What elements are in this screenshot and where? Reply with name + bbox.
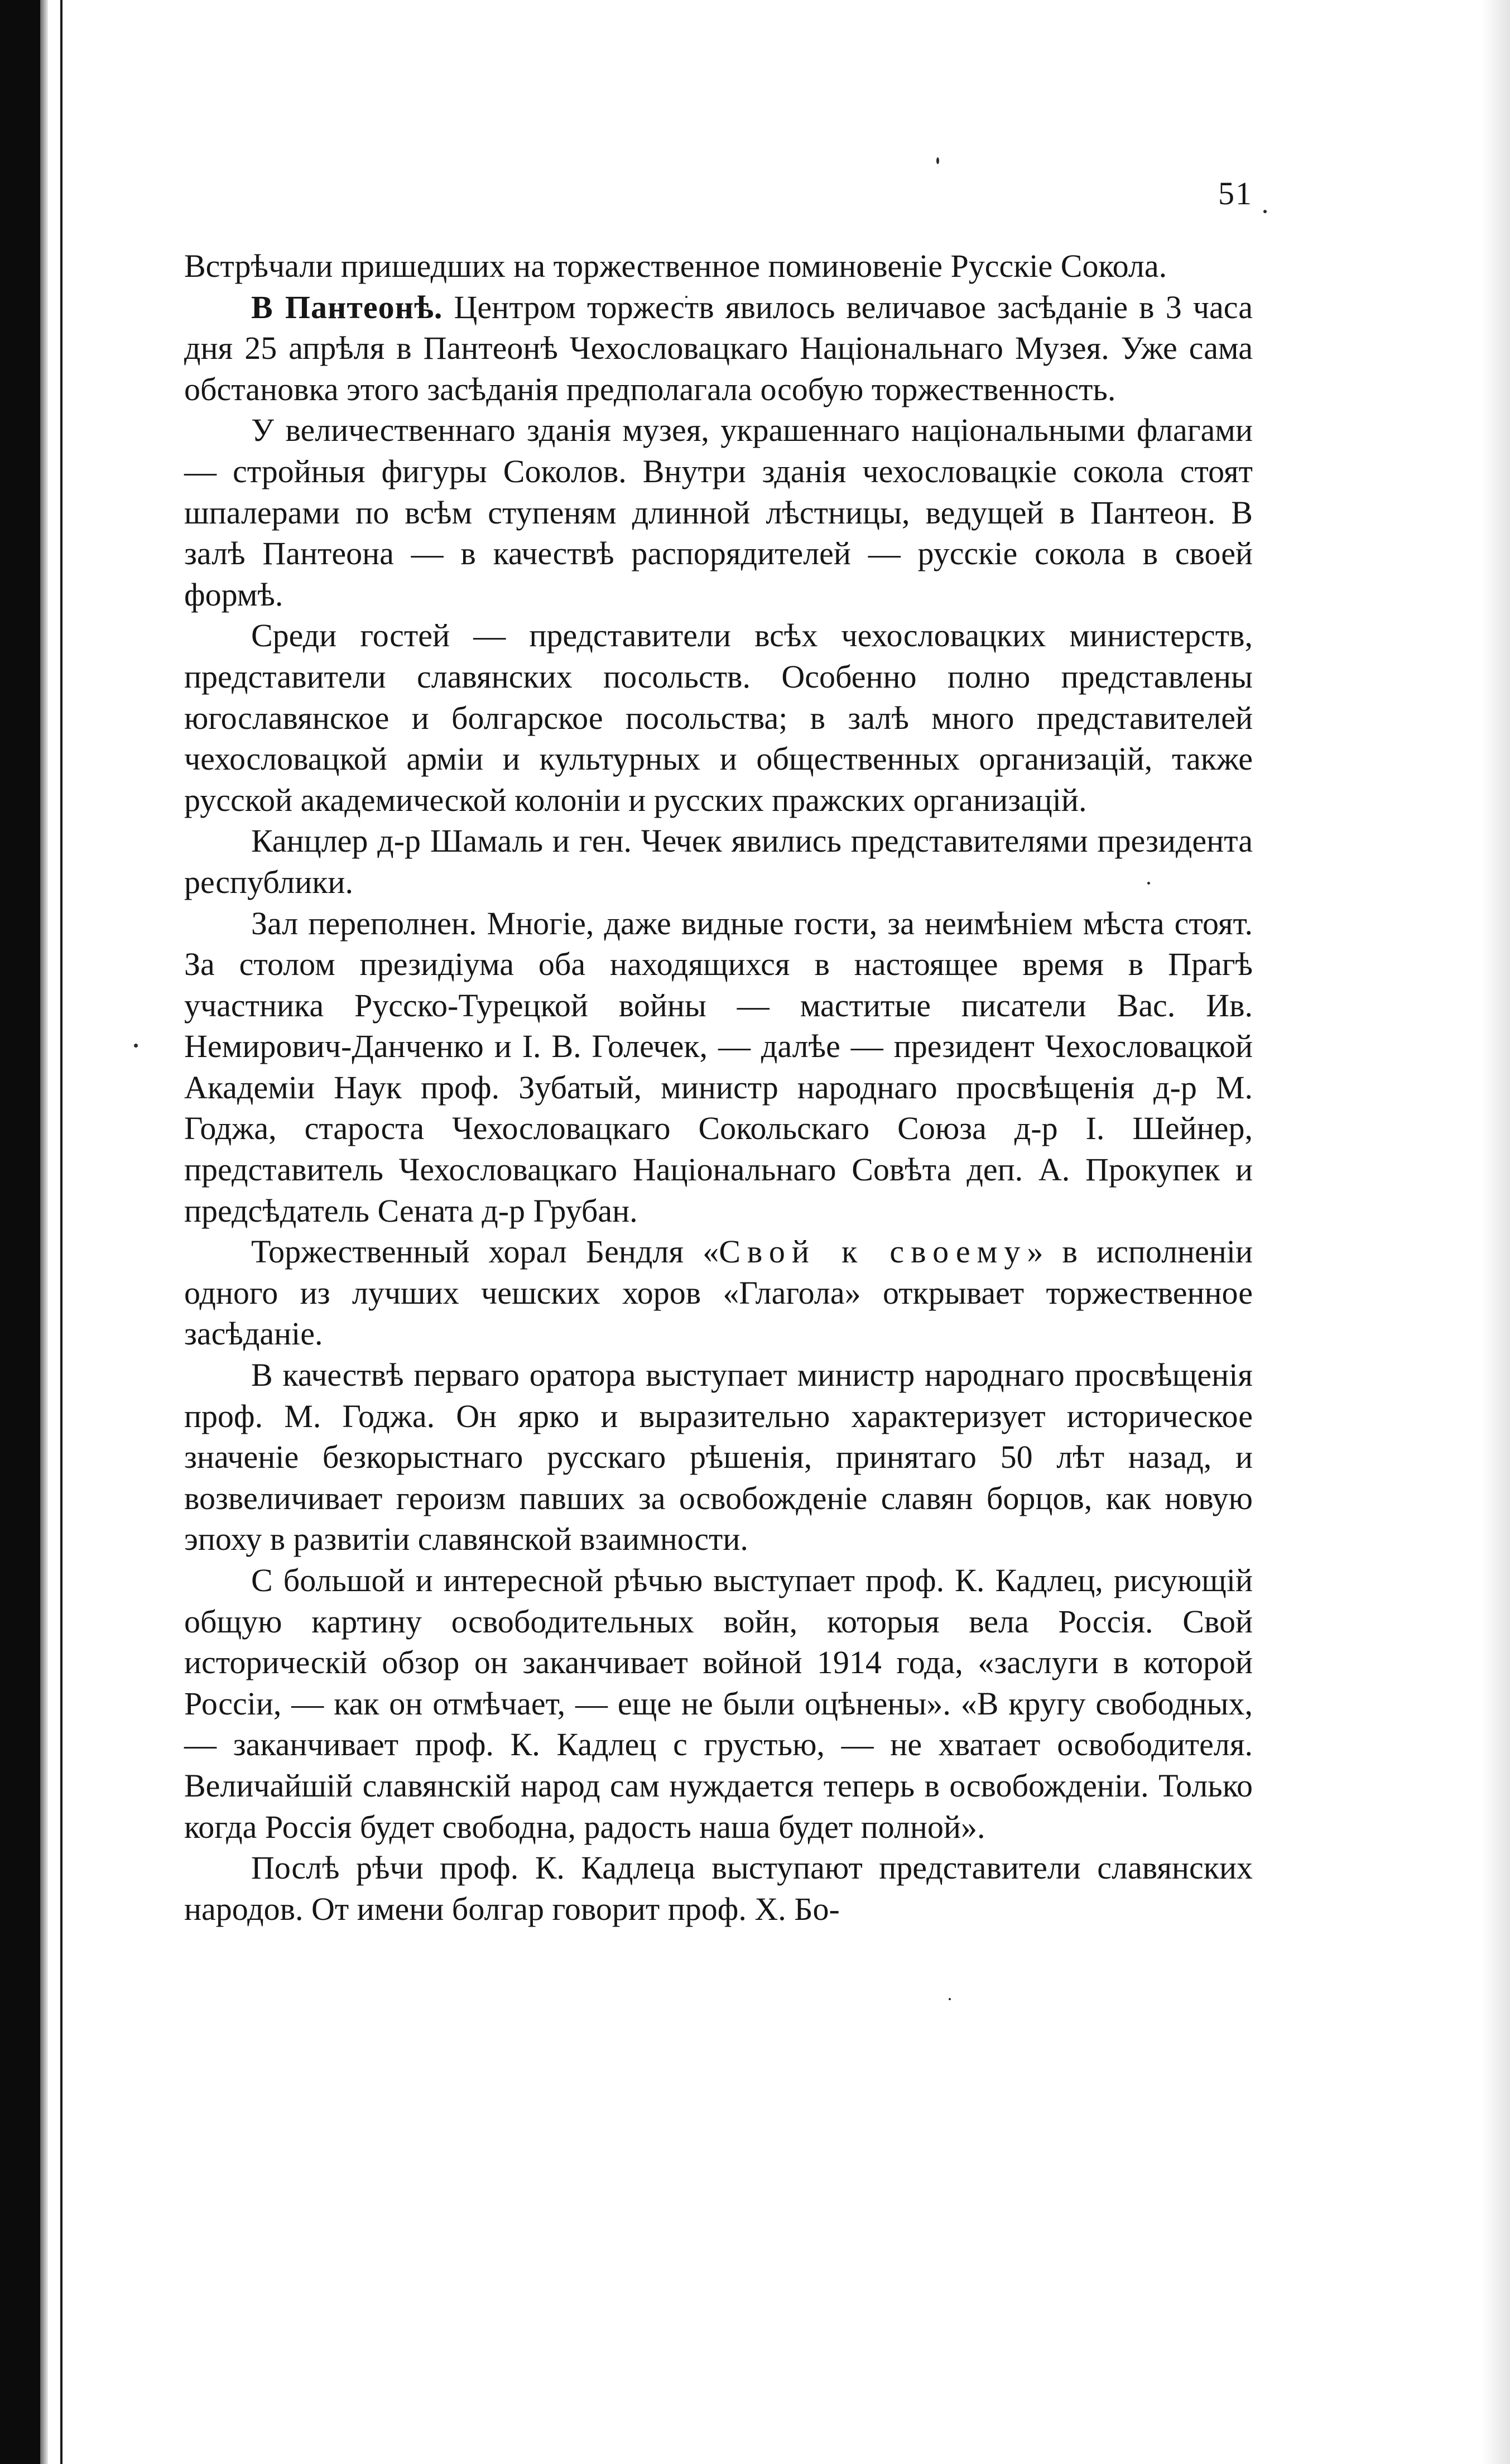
- page-number: 51: [1218, 175, 1253, 212]
- page-content: [184, 0, 1253, 2464]
- text-body: [184, 246, 1253, 1929]
- gutter-line: [60, 0, 62, 2464]
- paragraph-text: У величественнаго зданія музея, украшеннаго національными флагами — стройныя фигуры Соколов. Внутри зданія чехословацкіе сокола стоят шпалерами по всѣм ступеням длинной лѣстницы, ведущей в Пантеон. В залѣ Пантеона — в качествѣ распорядителей — русскіе сокола в своей формѣ.: [184, 412, 1253, 613]
- paragraph-text: » в исполненіи одного из лучших чешских хоров «Глагола» открывает торжественное засѣданіе.: [184, 1233, 1253, 1352]
- section-heading: В Пантеонѣ.: [251, 289, 443, 325]
- paragraph: [184, 287, 1253, 410]
- paragraph: [184, 1231, 1253, 1355]
- binding-gradient: [40, 0, 48, 2464]
- spaced-title: Свой к своему: [719, 1233, 1027, 1270]
- paragraph-text: Центром торжеств явилось величавое засѣданіе в 3 часа дня 25 апрѣля в Пантеонѣ Чехословацкаго Національнаго Музея. Уже сама обстановка этого засѣданія предполагала особую торжественность.: [184, 289, 1253, 407]
- paragraph-text: Послѣ рѣчи проф. К. Кадлеца выступают представители славянских народов. От имени болгар говорит проф. Х. Бо-: [184, 1850, 1253, 1927]
- paragraph: [184, 615, 1253, 820]
- paragraph-text: В качествѣ перваго оратора выступает министр народнаго просвѣщенія проф. М. Годжа. Он ярко и выразительно характеризует историческое значеніе безкорыстнаго русскаго рѣшенія, принятаго 50 лѣт назад, и возвеличивает героизм павших за освобожденіе славян борцов, как новую эпоху в развитіи славянской взаимности.: [184, 1357, 1253, 1558]
- paragraph-text: С большой и интересной рѣчью выступает проф. К. Кадлец, рисующій общую картину освободительных войн, которыя вела Россія. Свой историческій обзор он заканчивает войной 1914 года, «заслуги в которой Россіи, — как он отмѣчает, — еще не были оцѣнены». «В кругу свободных, — заканчивает проф. К. Кадлец с грустью, — не хватает освободителя. Величайшій славянскій народ сам нуждается теперь в освобожденіи. Только когда Россія будет свободна, радость наша будет полной».: [184, 1562, 1253, 1845]
- paragraph: [184, 1847, 1253, 1929]
- paragraph-text: Торжественный хорал Бендля «: [251, 1233, 719, 1270]
- speck: [1263, 210, 1267, 213]
- paragraph: [184, 1560, 1253, 1847]
- binding-shadow: [0, 0, 40, 2464]
- paragraph-text: Среди гостей — представители всѣх чехословацких министерств, представители славянских посольств. Особенно полно представлены югославянское и болгарское посольства; в залѣ много представителей чехословацкой арміи и культурных и общественных организацій, также русской академической колоніи и русских пражских организацій.: [184, 617, 1253, 818]
- paragraph-text: Зал переполнен. Многіе, даже видные гости, за неимѣніем мѣста стоят. За столом президіума оба находящихся в настоящее время в Прагѣ участника Русско-Турецкой войны — маститые писатели Вас. Ив. Немирович-Данченко и І. В. Голечек, — далѣе — президент Чехословацкой Академіи Наук проф. Зубатый, министр народнаго просвѣщенія д-р М. Годжа, староста Чехословацкаго Сокольскаго Союза д-р І. Шейнер, представитель Чехословацкаго Національнаго Совѣта деп. А. Прокупек и предсѣдатель Сената д-р Грубан.: [184, 905, 1253, 1229]
- paragraph: [184, 410, 1253, 615]
- paragraph: [184, 820, 1253, 902]
- paragraph: [184, 903, 1253, 1232]
- paragraph: [184, 1355, 1253, 1560]
- paragraph: [184, 246, 1253, 287]
- paragraph-text: Встрѣчали пришедших на торжественное поминовеніе Русскіе Сокола.: [184, 248, 1167, 284]
- paragraph-text: Канцлер д-р Шамаль и ген. Чечек явились представителями президента республики.: [184, 823, 1253, 900]
- speck: [134, 1044, 138, 1048]
- page-edge-shadow: [1482, 0, 1510, 2464]
